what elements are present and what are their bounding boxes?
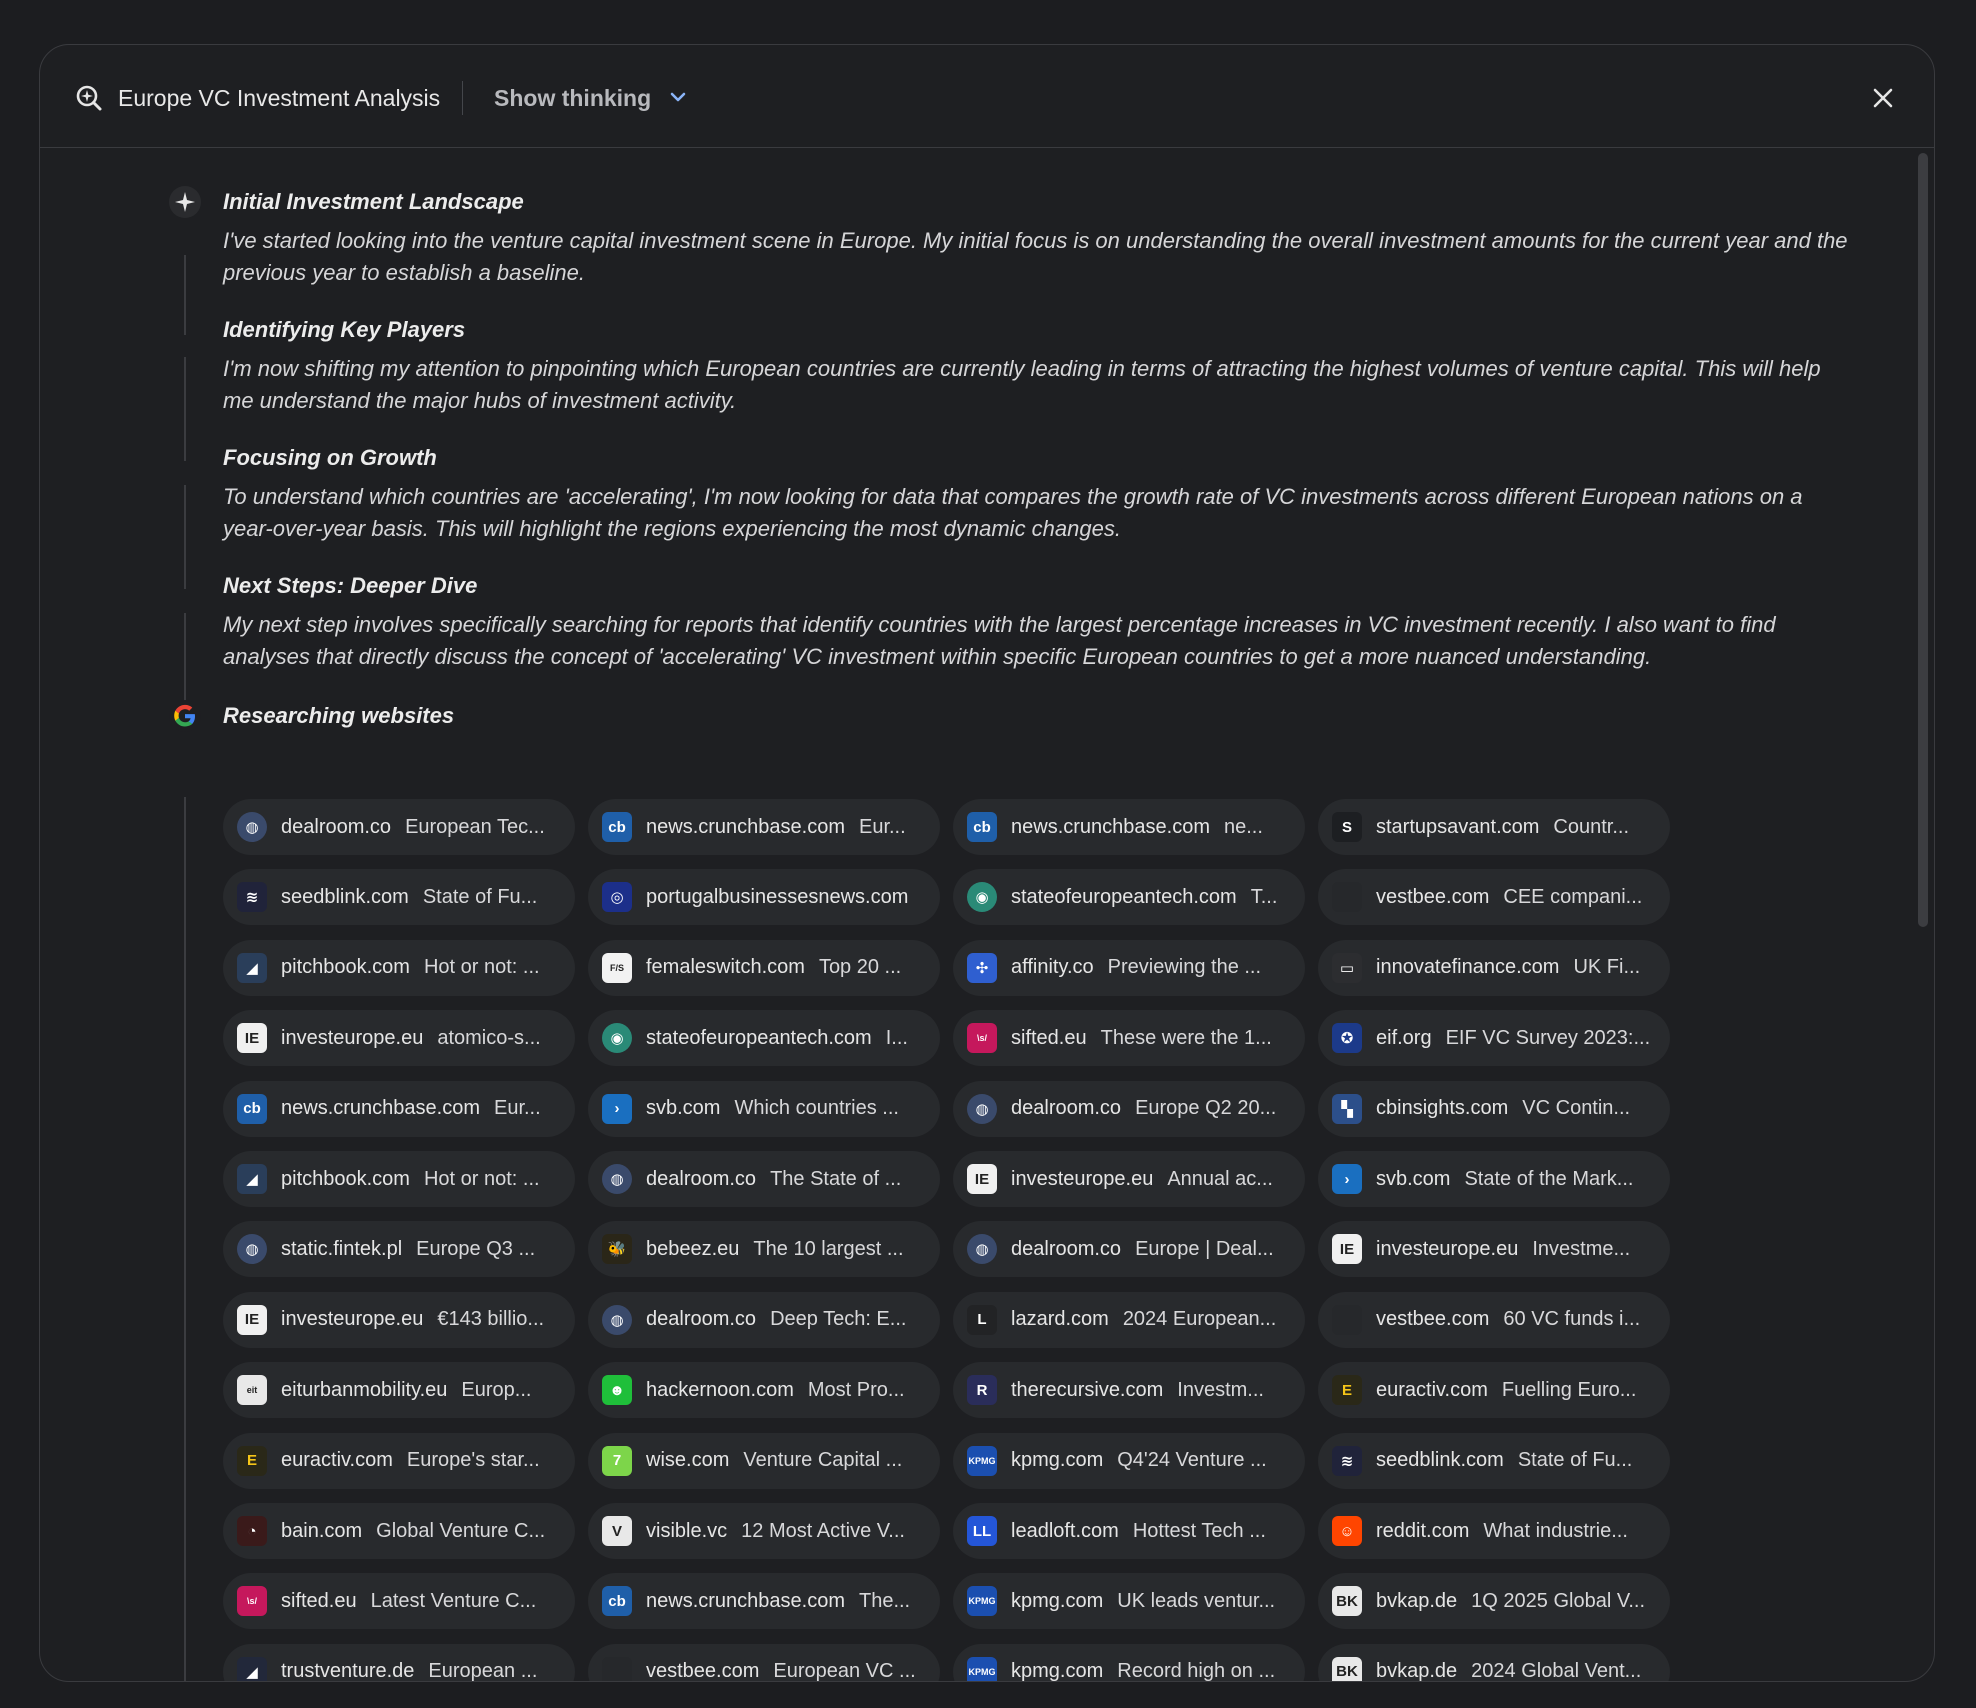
website-title: Countr... bbox=[1553, 815, 1630, 838]
website-domain: bain.com bbox=[281, 1519, 363, 1542]
website-domain: leadloft.com bbox=[1011, 1519, 1119, 1542]
pitchbook-icon: ◢ bbox=[237, 1164, 267, 1194]
website-domain: trustventure.de bbox=[281, 1660, 415, 1682]
website-domain: news.crunchbase.com bbox=[1011, 815, 1210, 838]
website-domain: euractiv.com bbox=[281, 1449, 393, 1472]
website-domain: wise.com bbox=[646, 1449, 730, 1472]
website-domain: investeurope.eu bbox=[1011, 1167, 1154, 1190]
reddit-icon: ☺ bbox=[1332, 1516, 1362, 1546]
website-chip[interactable] bbox=[953, 1362, 1305, 1418]
website-title: Eur... bbox=[493, 1097, 541, 1120]
crunchbase-icon: cb bbox=[967, 812, 997, 842]
seedblink-icon: ≋ bbox=[1332, 1446, 1362, 1476]
website-chip[interactable] bbox=[1318, 1433, 1670, 1489]
website-chip[interactable] bbox=[588, 1573, 940, 1629]
website-title: Which countries ... bbox=[734, 1097, 899, 1120]
eit-icon: eit bbox=[237, 1375, 267, 1405]
website-domain: svb.com bbox=[646, 1097, 721, 1120]
kpmg-icon: KPMG bbox=[967, 1586, 997, 1616]
website-title: 2024 Global Vent... bbox=[1471, 1660, 1642, 1682]
website-title: Hottest Tech ... bbox=[1132, 1519, 1266, 1542]
website-chip[interactable] bbox=[223, 1221, 575, 1277]
website-domain: stateofeuropeantech.com bbox=[646, 1026, 872, 1049]
website-domain: dealroom.co bbox=[1011, 1097, 1122, 1120]
website-domain: dealroom.co bbox=[646, 1167, 757, 1190]
website-domain: kpmg.com bbox=[1011, 1449, 1104, 1472]
website-title: State of the Mark... bbox=[1464, 1167, 1634, 1190]
website-title: Fuelling Euro... bbox=[1501, 1378, 1637, 1401]
website-domain: dealroom.co bbox=[646, 1308, 757, 1331]
website-chip[interactable] bbox=[953, 1503, 1305, 1559]
euractiv-icon: E bbox=[237, 1446, 267, 1476]
globe-icon: ◍ bbox=[237, 812, 267, 842]
website-chip[interactable] bbox=[1318, 1644, 1670, 1682]
website-chip[interactable] bbox=[1318, 1573, 1670, 1629]
website-title: European Tec... bbox=[405, 815, 545, 838]
website-chip[interactable] bbox=[223, 1433, 575, 1489]
website-chip[interactable] bbox=[223, 1362, 575, 1418]
website-domain: bvkap.de bbox=[1376, 1589, 1458, 1612]
euractiv-icon: E bbox=[1332, 1375, 1362, 1405]
bebeez-icon: 🐝 bbox=[602, 1234, 632, 1264]
show-thinking-toggle[interactable]: Show thinking bbox=[494, 85, 652, 111]
svb-icon: › bbox=[1332, 1164, 1362, 1194]
website-chip[interactable] bbox=[1318, 940, 1670, 996]
website-domain: pitchbook.com bbox=[281, 956, 410, 979]
cbinsights-icon: ▚ bbox=[1332, 1094, 1362, 1124]
trustventure-icon: ◢ bbox=[237, 1657, 267, 1682]
website-domain: reddit.com bbox=[1376, 1519, 1470, 1542]
website-domain: visible.vc bbox=[646, 1519, 728, 1542]
affinity-icon: ✣ bbox=[967, 953, 997, 983]
globe-icon: ◍ bbox=[237, 1234, 267, 1264]
wise-icon: 7 bbox=[602, 1446, 632, 1476]
website-domain: lazard.com bbox=[1011, 1308, 1109, 1331]
website-domain: dealroom.co bbox=[1011, 1237, 1122, 1260]
website-title: Eur... bbox=[858, 815, 906, 838]
website-chip[interactable] bbox=[1318, 1362, 1670, 1418]
vestbee-icon bbox=[1332, 1305, 1362, 1335]
website-domain: affinity.co bbox=[1011, 956, 1094, 979]
website-chip[interactable] bbox=[588, 1010, 940, 1066]
website-title: State of Fu... bbox=[422, 885, 538, 908]
website-title: Q4'24 Venture ... bbox=[1117, 1449, 1267, 1472]
website-title: Venture Capital ... bbox=[743, 1449, 903, 1472]
website-domain: sifted.eu bbox=[1011, 1026, 1087, 1049]
research-panel bbox=[39, 44, 1935, 1682]
website-title: Hot or not: ... bbox=[423, 1167, 540, 1190]
website-domain: investeurope.eu bbox=[281, 1308, 424, 1331]
website-chip[interactable] bbox=[223, 1010, 575, 1066]
close-icon[interactable] bbox=[1870, 85, 1896, 111]
section-title: Identifying Key Players bbox=[223, 317, 466, 342]
vestbee-icon bbox=[602, 1657, 632, 1682]
globe-icon: ◍ bbox=[602, 1164, 632, 1194]
website-chip[interactable] bbox=[953, 1081, 1305, 1137]
panel-title: Europe VC Investment Analysis bbox=[118, 85, 441, 111]
website-title: Top 20 ... bbox=[818, 956, 902, 979]
website-title: Most Pro... bbox=[807, 1378, 905, 1401]
website-title: 60 VC funds i... bbox=[1503, 1308, 1641, 1331]
website-title: VC Contin... bbox=[1522, 1097, 1631, 1120]
website-domain: cbinsights.com bbox=[1376, 1097, 1509, 1120]
website-chip[interactable] bbox=[953, 1292, 1305, 1348]
website-title: Europe's star... bbox=[406, 1449, 540, 1472]
globe-icon: ◍ bbox=[967, 1094, 997, 1124]
website-domain: investeurope.eu bbox=[1376, 1237, 1519, 1260]
section-title: Focusing on Growth bbox=[223, 445, 437, 470]
section-body: I'm now shifting my attention to pinpointing which European countries are currently leading in terms of attracting the highest volumes of venture capital. This will help me understand the major hubs of investment activity. bbox=[223, 356, 1821, 413]
vestbee-icon bbox=[1332, 882, 1362, 912]
website-chip[interactable] bbox=[953, 1010, 1305, 1066]
website-domain: investeurope.eu bbox=[281, 1026, 424, 1049]
website-title: European ... bbox=[428, 1660, 538, 1682]
website-chip[interactable] bbox=[953, 1644, 1305, 1682]
svb-icon: › bbox=[602, 1094, 632, 1124]
innovatefinance-icon: ▭ bbox=[1332, 953, 1362, 983]
investeurope-icon: IE bbox=[237, 1305, 267, 1335]
crunchbase-icon: cb bbox=[602, 1586, 632, 1616]
website-title: The 10 largest ... bbox=[753, 1237, 904, 1260]
website-chip[interactable] bbox=[588, 1292, 940, 1348]
seedblink-icon: ≋ bbox=[237, 882, 267, 912]
scrollbar-thumb[interactable] bbox=[1918, 153, 1928, 927]
section-title: Initial Investment Landscape bbox=[223, 189, 524, 214]
research-title: Researching websites bbox=[223, 703, 455, 728]
website-title: State of Fu... bbox=[1517, 1449, 1633, 1472]
website-domain: pitchbook.com bbox=[281, 1167, 410, 1190]
website-domain: startupsavant.com bbox=[1376, 815, 1540, 838]
website-title: Europe | Deal... bbox=[1135, 1237, 1274, 1260]
leadloft-icon: LL bbox=[967, 1516, 997, 1546]
website-chip[interactable] bbox=[223, 799, 575, 855]
website-chip[interactable] bbox=[1318, 1503, 1670, 1559]
panel-header bbox=[40, 45, 1934, 148]
website-domain: sifted.eu bbox=[281, 1589, 357, 1612]
google-icon bbox=[168, 699, 202, 733]
website-title: Investm... bbox=[1177, 1378, 1264, 1401]
website-chip[interactable] bbox=[223, 1081, 575, 1137]
website-domain: static.fintek.pl bbox=[281, 1237, 403, 1260]
timeline-line bbox=[184, 797, 186, 1682]
stateofeuropeantech-icon: ◉ bbox=[602, 1023, 632, 1053]
website-title: 2024 European... bbox=[1122, 1308, 1277, 1331]
deep-research-icon bbox=[74, 83, 104, 113]
website-domain: vestbee.com bbox=[1376, 1308, 1490, 1331]
website-chip[interactable] bbox=[588, 1503, 940, 1559]
timeline-line bbox=[184, 255, 186, 335]
website-title: UK Fi... bbox=[1573, 956, 1641, 979]
website-domain: kpmg.com bbox=[1011, 1589, 1104, 1612]
timeline-line bbox=[184, 485, 186, 589]
website-domain: innovatefinance.com bbox=[1376, 956, 1560, 979]
website-domain: bebeez.eu bbox=[646, 1237, 740, 1260]
startupsavant-icon: S bbox=[1332, 812, 1362, 842]
website-title: The State of ... bbox=[770, 1167, 902, 1190]
website-domain: hackernoon.com bbox=[646, 1378, 794, 1401]
website-domain: news.crunchbase.com bbox=[646, 1589, 845, 1612]
website-title: 12 Most Active V... bbox=[741, 1519, 905, 1542]
website-chip[interactable] bbox=[223, 869, 575, 925]
website-domain: femaleswitch.com bbox=[646, 956, 805, 979]
website-domain: therecursive.com bbox=[1011, 1378, 1164, 1401]
website-chip[interactable] bbox=[953, 1573, 1305, 1629]
website-title: ne... bbox=[1223, 815, 1263, 838]
website-chip[interactable] bbox=[953, 1433, 1305, 1489]
portugal-news-icon: ◎ bbox=[602, 882, 632, 912]
femaleswitch-icon: F/S bbox=[602, 953, 632, 983]
website-chip[interactable] bbox=[1318, 1151, 1670, 1207]
website-domain: news.crunchbase.com bbox=[646, 815, 845, 838]
website-domain: svb.com bbox=[1376, 1167, 1451, 1190]
website-title: 1Q 2025 Global V... bbox=[1471, 1589, 1645, 1612]
website-domain: dealroom.co bbox=[281, 815, 392, 838]
website-chip[interactable] bbox=[223, 1644, 575, 1682]
sifted-icon: \s/ bbox=[237, 1586, 267, 1616]
website-chip[interactable] bbox=[588, 1151, 940, 1207]
website-domain: vestbee.com bbox=[646, 1660, 760, 1682]
website-title: I... bbox=[885, 1026, 908, 1049]
section-title: Next Steps: Deeper Dive bbox=[223, 573, 478, 598]
website-chip[interactable] bbox=[223, 940, 575, 996]
website-chip[interactable] bbox=[1318, 1221, 1670, 1277]
website-chip[interactable] bbox=[588, 1221, 940, 1277]
crunchbase-icon: cb bbox=[602, 812, 632, 842]
website-title: UK leads ventur... bbox=[1117, 1589, 1276, 1612]
section-body: To understand which countries are 'accelerating', I'm now looking for data that compares the growth rate of VC investments across different European nations on a year-over-year basis. This will highlight the regions experiencing the most dynamic changes. bbox=[223, 484, 1803, 541]
investeurope-icon: IE bbox=[237, 1023, 267, 1053]
website-title: atomico-s... bbox=[437, 1026, 541, 1049]
website-title: Previewing the ... bbox=[1107, 956, 1262, 979]
therecursive-icon: R bbox=[967, 1375, 997, 1405]
visible-icon: V bbox=[602, 1516, 632, 1546]
website-chip[interactable] bbox=[588, 1433, 940, 1489]
website-title: Latest Venture C... bbox=[370, 1589, 537, 1612]
bain-icon: ◔ bbox=[237, 1516, 267, 1546]
website-domain: news.crunchbase.com bbox=[281, 1097, 480, 1120]
website-title: Annual ac... bbox=[1167, 1167, 1273, 1190]
website-chip[interactable] bbox=[1318, 1081, 1670, 1137]
website-chip[interactable] bbox=[953, 1151, 1305, 1207]
website-chip[interactable] bbox=[953, 799, 1305, 855]
website-domain: seedblink.com bbox=[1376, 1449, 1504, 1472]
eif-icon: ✪ bbox=[1332, 1023, 1362, 1053]
timeline-line bbox=[184, 357, 186, 461]
pitchbook-icon: ◢ bbox=[237, 953, 267, 983]
website-title: The... bbox=[858, 1589, 911, 1612]
website-chip[interactable] bbox=[953, 1221, 1305, 1277]
website-title: Investme... bbox=[1532, 1237, 1631, 1260]
website-chip[interactable] bbox=[953, 869, 1305, 925]
crunchbase-icon: cb bbox=[237, 1094, 267, 1124]
website-title: CEE compani... bbox=[1503, 885, 1643, 908]
kpmg-icon: KPMG bbox=[967, 1446, 997, 1476]
website-chip[interactable] bbox=[1318, 1010, 1670, 1066]
investeurope-icon: IE bbox=[1332, 1234, 1362, 1264]
website-title: European VC ... bbox=[773, 1660, 916, 1682]
website-chip[interactable] bbox=[953, 940, 1305, 996]
website-title: EIF VC Survey 2023:... bbox=[1445, 1026, 1651, 1049]
globe-icon: ◍ bbox=[602, 1305, 632, 1335]
website-title: T... bbox=[1250, 885, 1278, 908]
website-chip[interactable] bbox=[223, 1151, 575, 1207]
website-chip[interactable] bbox=[223, 1503, 575, 1559]
hackernoon-icon: ☻ bbox=[602, 1375, 632, 1405]
lazard-icon: L bbox=[967, 1305, 997, 1335]
website-domain: portugalbusinessesnews.com bbox=[646, 885, 909, 908]
website-title: What industrie... bbox=[1483, 1519, 1628, 1542]
kpmg-icon: KPMG bbox=[967, 1657, 997, 1682]
website-chip[interactable] bbox=[588, 869, 940, 925]
website-chip[interactable] bbox=[1318, 799, 1670, 855]
website-chip[interactable] bbox=[588, 799, 940, 855]
website-chip[interactable] bbox=[588, 940, 940, 996]
sparkle-icon bbox=[168, 185, 202, 219]
website-domain: eiturbanmobility.eu bbox=[281, 1378, 448, 1401]
website-title: These were the 1... bbox=[1100, 1026, 1272, 1049]
website-chip[interactable] bbox=[588, 1362, 940, 1418]
sifted-icon: \s/ bbox=[967, 1023, 997, 1053]
website-title: Europe Q2 20... bbox=[1135, 1097, 1277, 1120]
website-chip[interactable] bbox=[588, 1644, 940, 1682]
website-domain: vestbee.com bbox=[1376, 885, 1490, 908]
website-title: Global Venture C... bbox=[376, 1519, 546, 1542]
globe-icon: ◍ bbox=[967, 1234, 997, 1264]
website-chip[interactable] bbox=[223, 1292, 575, 1348]
website-domain: eif.org bbox=[1376, 1026, 1432, 1049]
website-domain: stateofeuropeantech.com bbox=[1011, 885, 1237, 908]
chevron-down-icon[interactable] bbox=[666, 85, 690, 109]
website-domain: euractiv.com bbox=[1376, 1378, 1488, 1401]
bvkap-icon: BK bbox=[1332, 1657, 1362, 1682]
investeurope-icon: IE bbox=[967, 1164, 997, 1194]
website-title: Europe Q3 ... bbox=[416, 1237, 536, 1260]
website-domain: seedblink.com bbox=[281, 885, 409, 908]
section-body: My next step involves specifically searching for reports that identify countries with the largest percentage increases in VC investment recently. I also want to find analyses that directly discuss the concept of 'accelerating' VC investment within specific European countries to get a more nuanced understanding. bbox=[223, 612, 1776, 669]
header-divider bbox=[462, 81, 463, 115]
website-chip[interactable] bbox=[223, 1573, 575, 1629]
website-chip[interactable] bbox=[1318, 1292, 1670, 1348]
website-title: Deep Tech: E... bbox=[770, 1308, 907, 1331]
website-title: Record high on ... bbox=[1117, 1660, 1276, 1682]
website-title: €143 billio... bbox=[437, 1308, 545, 1331]
stateofeuropeantech-icon: ◉ bbox=[967, 882, 997, 912]
bvkap-icon: BK bbox=[1332, 1586, 1362, 1616]
website-title: Europ... bbox=[461, 1378, 532, 1401]
website-title: Hot or not: ... bbox=[423, 956, 540, 979]
website-chip[interactable] bbox=[588, 1081, 940, 1137]
website-domain: bvkap.de bbox=[1376, 1660, 1458, 1682]
section-body: I've started looking into the venture capital investment scene in Europe. My initial focus is on understanding the overall investment amounts for the current year and the previous year to establish a baseline. bbox=[223, 228, 1848, 285]
website-chip[interactable] bbox=[1318, 869, 1670, 925]
website-domain: kpmg.com bbox=[1011, 1660, 1104, 1682]
